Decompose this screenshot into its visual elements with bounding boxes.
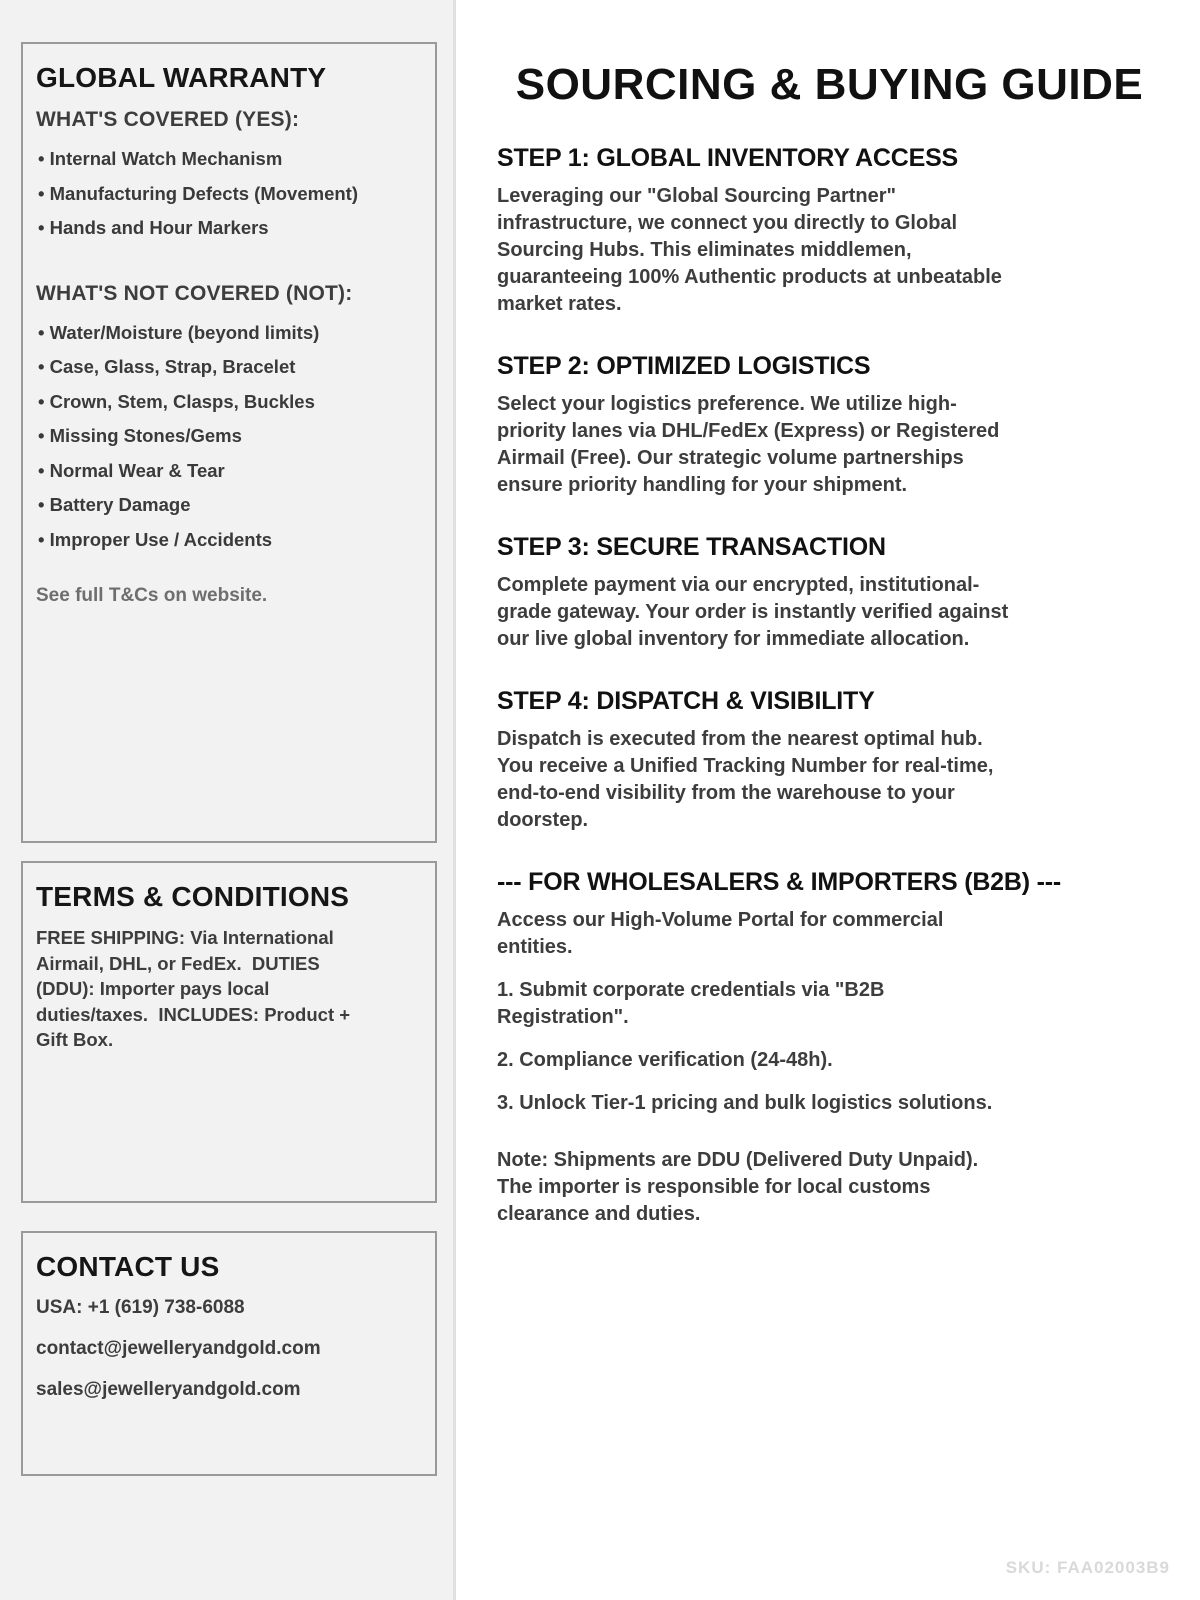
not-covered-heading: WHAT'S NOT COVERED (NOT): [36,281,353,305]
b2b-heading: --- FOR WHOLESALERS & IMPORTERS (B2B) --- [497,868,1061,896]
terms-panel [21,861,437,1203]
warranty-panel [21,42,437,843]
guide-content [459,144,1200,1228]
covered-heading: WHAT'S COVERED (YES): [36,108,300,131]
b2b-section [497,868,1160,1228]
step-3-body: Complete payment via our encrypted, institutional-grade gateway. Your order is instantly verified against our live global inventory for immediate allocation. [497,574,1009,650]
contact-panel [21,1231,437,1476]
list-item: • Improper Use / Accidents [36,523,421,558]
list-item: • Manufacturing Defects (Movement) [36,177,421,212]
not-covered-list [36,316,421,558]
list-item: • Crown, Stem, Clasps, Buckles [36,385,421,420]
list-item: • Missing Stones/Gems [36,419,421,454]
contact-email: contact@jewelleryandgold.com [36,1338,321,1359]
page-title: SOURCING & BUYING GUIDE [515,60,1144,109]
step-2-heading: STEP 2: OPTIMIZED LOGISTICS [497,352,871,380]
main-column [459,0,1200,1600]
step-2-section [497,352,1160,499]
terms-title: TERMS & CONDITIONS [36,881,350,912]
sidebar [0,0,456,1600]
sales-email: sales@jewelleryandgold.com [36,1379,301,1400]
list-item: • Water/Moisture (beyond limits) [36,316,421,351]
step-4-section [497,687,1160,834]
covered-list [36,142,421,246]
step-1-heading: STEP 1: GLOBAL INVENTORY ACCESS [497,144,959,172]
b2b-item: 1. Submit corporate credentials via "B2B Registration". [497,979,885,1028]
step-4-heading: STEP 4: DISPATCH & VISIBILITY [497,687,875,715]
warranty-title: GLOBAL WARRANTY [36,62,327,93]
list-item: • Internal Watch Mechanism [36,142,421,177]
b2b-item: 3. Unlock Tier-1 pricing and bulk logistics solutions. [497,1092,993,1114]
step-3-heading: STEP 3: SECURE TRANSACTION [497,533,886,561]
step-3-section [497,533,1160,653]
step-1-body: Leveraging our "Global Sourcing Partner" infrastructure, we connect you directly to Global Sourcing Hubs. This eliminates middlemen, guaranteeing 100% Authentic products at unbeatable market rates. [497,185,1002,315]
contact-phone: USA: +1 (619) 738-6088 [36,1297,245,1318]
list-item: • Battery Damage [36,488,421,523]
sku-label: SKU: FAA02003B9 [1005,1558,1170,1577]
list-item: • Normal Wear & Tear [36,454,421,489]
b2b-intro: Access our High-Volume Portal for commercial entities. [497,909,944,958]
b2b-note: Note: Shipments are DDU (Delivered Duty Unpaid). The importer is responsible for local customs clearance and duties. [497,1149,979,1225]
step-4-body: Dispatch is executed from the nearest optimal hub. You receive a Unified Tracking Number for real-time, end-to-end visibility from the warehouse to your doorstep. [497,728,994,831]
terms-body: FREE SHIPPING: Via International Airmail, DHL, or FedEx. DUTIES (DDU): Importer pays local duties/taxes. INCLUDES: Product + Gift Box. [36,927,356,1050]
step-1-section [497,144,1160,318]
contact-title: CONTACT US [36,1251,220,1282]
step-2-body: Select your logistics preference. We utilize high-priority lanes via DHL/FedEx (Express) or Registered Airmail (Free). Our strategic volume partnerships ensure priority handling for your shipment. [497,393,1000,496]
list-item: • Hands and Hour Markers [36,211,421,246]
b2b-item: 2. Compliance verification (24-48h). [497,1049,833,1071]
list-item: • Case, Glass, Strap, Bracelet [36,350,421,385]
warranty-note: See full T&Cs on website. [36,585,268,606]
